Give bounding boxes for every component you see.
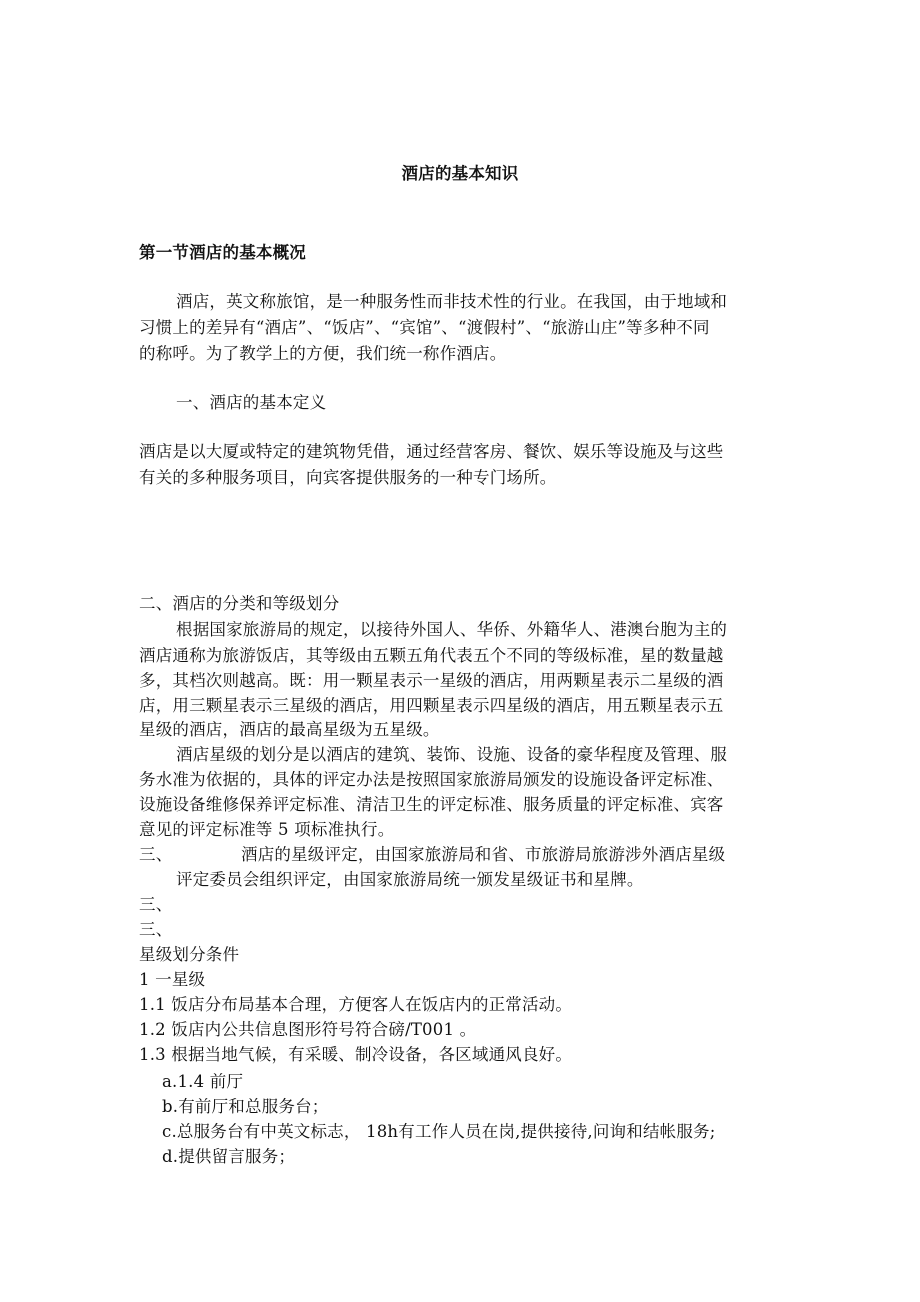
section-three-text: 酒店的星级评定，由国家旅游局和省、市旅游局旅游涉外酒店星级 [241, 845, 726, 864]
class-para1-line-4: 店，用三颗星表示三星级的酒店，用四颗星表示四星级的酒店，用五颗星表示五 [139, 696, 724, 715]
section-three-text-2: 评定委员会组织评定，由国家旅游局统一颁发星级证书和星牌。 [176, 870, 644, 889]
definition-heading: 一、酒店的基本定义 [176, 393, 327, 412]
section-three-repeat-2: 三、 [139, 920, 173, 939]
document-title: 酒店的基本知识 [401, 164, 519, 183]
intro-line-2: 习惯上的差异有“酒店”、“饭店”、“宾馆”、“渡假村”、“旅游山庄”等多种不同 [139, 318, 710, 337]
class-para2-line-1: 酒店星级的划分是以酒店的建筑、装饰、设施、设备的豪华程度及管理、服 [176, 745, 728, 764]
criteria-heading: 星级划分条件 [139, 945, 240, 964]
criteria-item-1-3: 1.3 根据当地气候，有采暖、制冷设备，各区域通风良好。 [139, 1045, 573, 1064]
class-para2-line-3: 设施设备维修保养评定标准、清洁卫生的评定标准、服务质量的评定标准、宾客 [139, 795, 724, 814]
section-three-repeat-1: 三、 [139, 895, 173, 914]
class-para1-line-2: 酒店通称为旅游饭店，其等级由五颗五角代表五个不同的等级标准，星的数量越 [139, 646, 724, 665]
one-star-heading: 1 一星级 [139, 970, 206, 989]
intro-line-3: 的称呼。为了教学上的方便，我们统一称作酒店。 [139, 344, 507, 363]
criteria-sub-b: b.有前厅和总服务台； [162, 1097, 329, 1116]
section-three-marker: 三、 [139, 845, 173, 864]
criteria-sub-c: c.总服务台有中英文标志， 18h有工作人员在岗,提供接待,问询和结帐服务; [162, 1122, 716, 1141]
definition-line-1: 酒店是以大厦或特定的建筑物凭借，通过经营客房、餐饮、娱乐等设施及与这些 [139, 442, 724, 461]
class-para1-line-1: 根据国家旅游局的规定，以接待外国人、华侨、外籍华人、港澳台胞为主的 [176, 620, 728, 639]
definition-line-2: 有关的多种服务项目，向宾客提供服务的一种专门场所。 [139, 468, 557, 487]
classification-heading: 二、酒店的分类和等级划分 [139, 594, 340, 613]
criteria-sub-a: a.1.4 前厅 [162, 1072, 244, 1091]
class-para2-line-2: 务水准为依据的，具体的评定办法是按照国家旅游局颁发的设施设备评定标准、 [139, 770, 724, 789]
criteria-item-1-2: 1.2 饭店内公共信息图形符号符合磅/T001 。 [139, 1020, 477, 1039]
criteria-sub-d: d.提供留言服务； [162, 1147, 296, 1166]
section-heading: 第一节酒店的基本概况 [139, 243, 306, 262]
class-para2-line-4: 意见的评定标准等 5 项标准执行。 [139, 820, 395, 839]
class-para1-line-5: 星级的酒店，酒店的最高星级为五星级。 [139, 720, 440, 739]
intro-line-1: 酒店，英文称旅馆，是一种服务性而非技术性的行业。在我国，由于地域和 [176, 292, 728, 311]
criteria-item-1-1: 1.1 饭店分布局基本合理，方便客人在饭店内的正常活动。 [139, 995, 573, 1014]
class-para1-line-3: 多，其档次则越高。既：用一颗星表示一星级的酒店，用两颗星表示二星级的酒 [139, 671, 724, 690]
